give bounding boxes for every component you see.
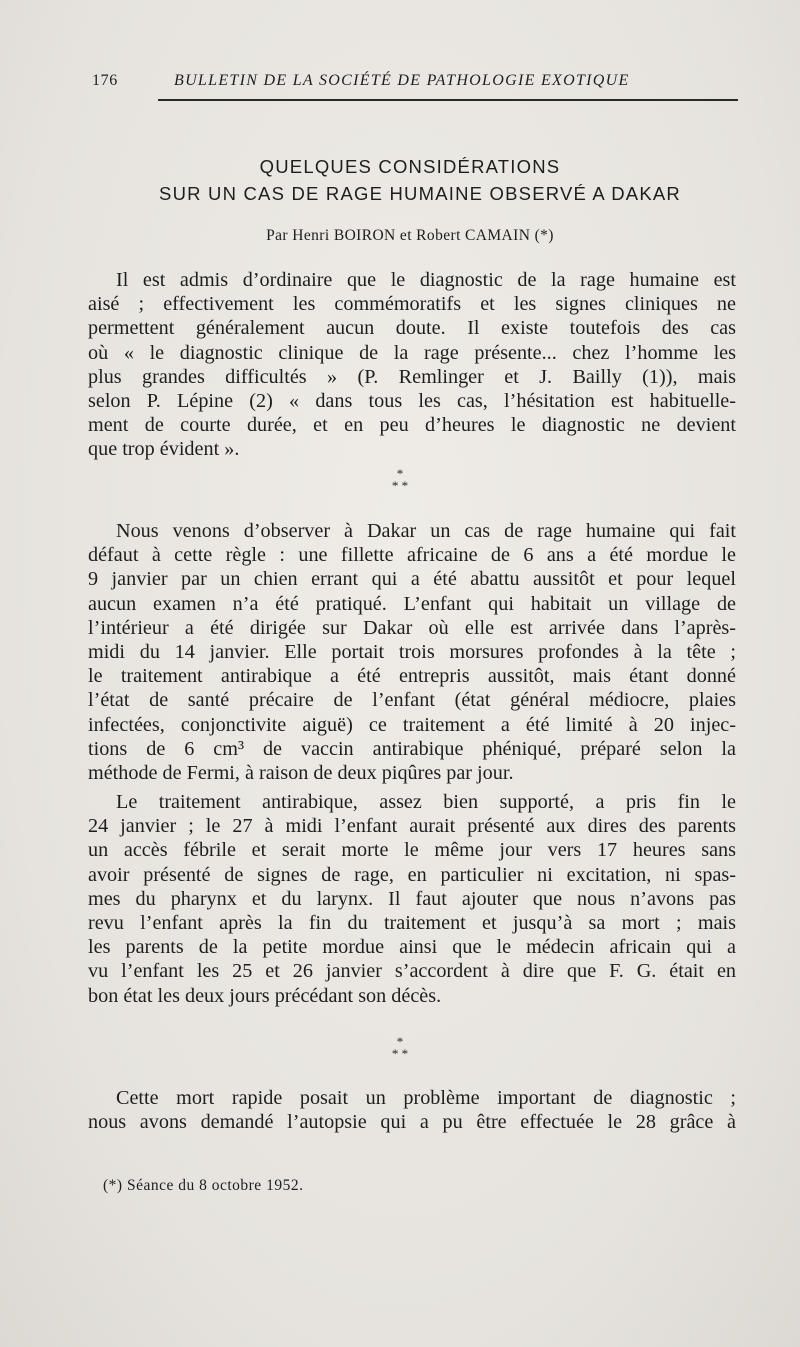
text-line: Nous venons d’observer à Dakar un cas de rage humaine qui fait <box>116 520 736 542</box>
text-line: où « le diagnostic clinique de la rage présente... chez l’homme les <box>88 341 736 364</box>
asterism-2 <box>380 1036 420 1060</box>
running-header <box>92 72 740 96</box>
text-line: l’état de santé précaire de l’enfant (état général médiocre, plaies <box>88 689 736 712</box>
asterism-top-star: * <box>396 1034 404 1049</box>
paragraph-2 <box>88 519 736 785</box>
text-line: un accès fébrile et serait morte le même jour vers 17 heures sans <box>88 839 736 862</box>
text-line: Cette mort rapide posait un problème important de diagnostic ; <box>116 1087 736 1109</box>
text-line: tions de 6 cm³ de vaccin antirabique phéniqué, préparé selon la <box>88 737 736 760</box>
article-title-line-2: SUR UN CAS DE RAGE HUMAINE OBSERVÉ A DAKAR <box>159 183 681 204</box>
text-line: mes du pharynx et du larynx. Il faut ajouter que nous n’avons pas <box>88 887 736 910</box>
text-line: midi du 14 janvier. Elle portait trois morsures profondes à la tête ; <box>88 641 736 664</box>
text-line: Il est admis d’ordinaire que le diagnostic de la rage humaine est <box>116 269 736 291</box>
text-line: bon état les deux jours précédant son décès. <box>88 984 442 1007</box>
paragraph-4 <box>88 1086 736 1134</box>
text-line: l’intérieur a été dirigée sur Dakar où elle est arrivée dans l’après- <box>88 616 736 639</box>
text-line: avoir présenté de signes de rage, en particulier ni excitation, ni spas- <box>88 863 736 886</box>
text-line: permettent généralement aucun doute. Il existe toutefois des cas <box>88 317 736 340</box>
text-line: que trop évident ». <box>88 438 240 461</box>
header-rule <box>158 99 738 101</box>
text-line: Le traitement antirabique, assez bien supporté, a pris fin le <box>116 791 736 813</box>
paragraph-1 <box>88 268 736 462</box>
text-line: plus grandes difficultés » (P. Remlinger et J. Bailly (1)), mais <box>88 365 736 388</box>
asterism-1 <box>380 468 420 492</box>
asterism-top-star: * <box>396 466 404 481</box>
footnote: (*) Séance du 8 octobre 1952. <box>103 1177 304 1194</box>
text-line: nous avons demandé l’autopsie qui a pu être effectuée le 28 grâce à <box>88 1111 736 1134</box>
page-number: 176 <box>92 72 118 89</box>
running-title: BULLETIN DE LA SOCIÉTÉ DE PATHOLOGIE EXOTIQUE <box>174 72 630 89</box>
asterism-bottom-stars: * * <box>391 478 409 493</box>
text-line: aucun examen n’a été pratiqué. L’enfant qui habitait un village de <box>88 592 736 615</box>
paragraph-3 <box>88 790 736 1008</box>
text-line: vu l’enfant les 25 et 26 janvier s’accordent à dire que F. G. était en <box>88 960 736 983</box>
text-line: les parents de la petite mordue ainsi que le médecin africain qui a <box>88 936 736 959</box>
text-line: le traitement antirabique a été entrepris aussitôt, mais étant donné <box>88 665 736 688</box>
text-line: 24 janvier ; le 27 à midi l’enfant aurait présenté aux dires des parents <box>88 815 736 838</box>
text-line: selon P. Lépine (2) « dans tous les cas, l’hésitation est habituelle- <box>88 390 736 413</box>
text-line: 9 janvier par un chien errant qui a été abattu aussitôt et pour lequel <box>88 568 736 591</box>
text-line: infectées, conjonctivite aiguë) ce traitement a été limité à 20 injec- <box>88 713 736 736</box>
text-line: méthode de Fermi, à raison de deux piqûres par jour. <box>88 762 514 785</box>
asterism-bottom-stars: * * <box>391 1046 409 1061</box>
text-line: défaut à cette règle : une fillette africaine de 6 ans a été mordue le <box>88 544 736 567</box>
text-line: ment de courte durée, et en peu d’heures le diagnostic ne devient <box>88 414 736 437</box>
text-line: aisé ; effectivement les commémoratifs et les signes cliniques ne <box>88 293 736 316</box>
byline: Par Henri BOIRON et Robert CAMAIN (*) <box>266 227 554 244</box>
article-title-line-1: QUELQUES CONSIDÉRATIONS <box>259 156 561 177</box>
text-line: revu l’enfant après la fin du traitement et jusqu’à sa mort ; mais <box>88 912 736 935</box>
